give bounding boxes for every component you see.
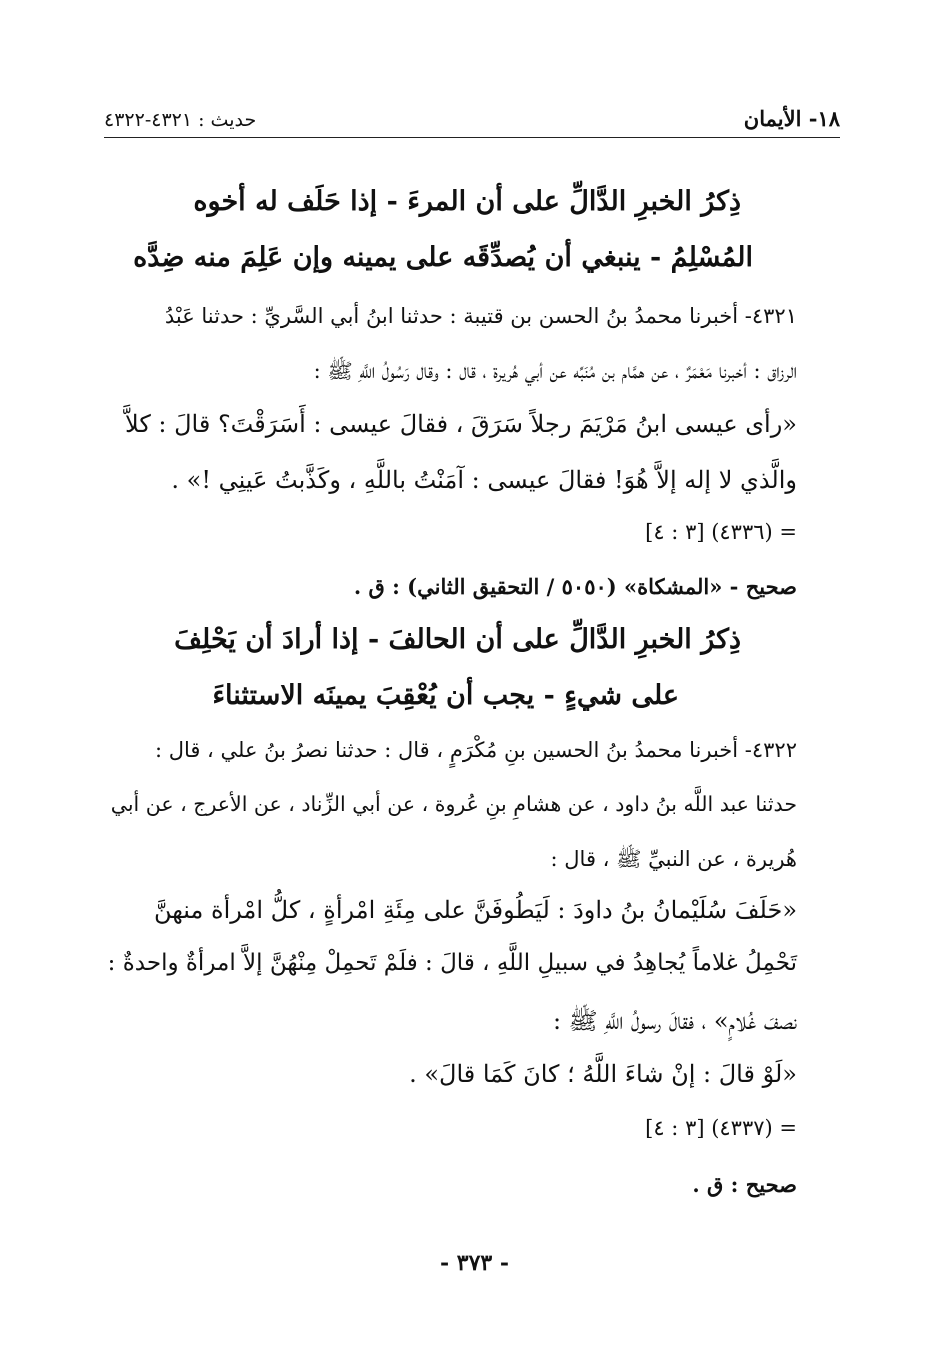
section-1-isnad-line-2: الرزاق : أخبرنا مَعْمَرٌ ، عن همَّام بن مُنَبِّه عن أبي هُريرة ، قال : وقال رَسُولُ اللَّهِ ﷺ : [313,359,797,383]
section-1-matn-line-2: والَّذي لا إله إلاَّ هُوَ! فقالَ عيسى : آمَنْتُ باللَّهِ ، وكَذَّبتُ عَينِي !» . [171,466,797,494]
hadith-range: حديث : ٤٣٢١-٤٣٢٢ [104,109,257,131]
chapter-title: ١٨- الأيمان [743,106,840,131]
section-2-matn-line-1: «حَلَفَ سُلَيْمانُ بنُ داودَ : لَيَطُوفَنَّ على مِئَةِ امْرأةٍ ، كلُّ امْرأة منهنَّ [153,896,797,924]
page-number: - ٣٧٣ - [439,1250,510,1276]
section-2-isnad-line-1: ٤٣٢٢- أخبرنا محمدُ بنُ الحسين بنِ مُكْرَمٍ ، قال : حدثنا نصرُ بنُ علي ، قال : [154,738,797,762]
section-2-grading: صحيح : ق . [692,1172,797,1197]
section-2-reference: = (٤٣٣٧) [٣ : ٤] [645,1116,797,1140]
section-1-grading: صحيح - «المشكاة» (٥٠٥٠ / التحقيق الثاني) : ق . [353,574,797,599]
running-header [104,98,840,138]
section-1-isnad-line-1: ٤٣٢١- أخبرنا محمدُ بنُ الحسن بن قتيبة : حدثنا ابنُ أبي السَّريِّ : حدثنا عَبْدُ [164,304,797,328]
section-2-heading-line-1: ذِكرُ الخبرِ الدَّالِّ على أن الحالفَ - إذا أرادَ أن يَحْلِفَ [174,624,741,655]
section-2-matn-line-2: تَحْمِلُ غلاماً يُجاهِدُ في سبيلِ اللَّهِ ، قالَ : فلَمْ تَحمِلْ مِنْهُنَّ إلاَّ امرأةٌ واحدةٌ : [107,950,797,976]
section-2-isnad-line-3: هُريرة ، عن النبيِّ ﷺ ، قال : [550,847,797,871]
section-2-matn-line-3: نصفَ غُلامٍ» ، فقالَ رسولُ اللَّهِ ﷺ : [552,1007,797,1035]
section-1-heading-line-1: ذِكرُ الخبرِ الدَّالِّ على أن المرءَ - إذا حَلَف له أخوه [193,186,741,217]
section-1-reference: = (٤٣٣٦) [٣ : ٤] [645,520,797,544]
section-2-heading-line-2: على شيءٍ - يجب أن يُعْقِبَ يمينَه الاستثناءَ [212,680,679,711]
section-1-heading-line-2: المُسْلِمُ - ينبغي أن يُصدِّقَه على يمينه وإن عَلِمَ منه ضِدَّه [133,242,753,273]
section-1-matn-line-1: «رأى عيسى ابنُ مَرْيَمَ رجلاً سَرَقَ ، فقالَ عيسى : أَسَرَقْتَ؟ قالَ : كلاَّ [125,410,797,438]
section-2-matn-line-4: «لَوْ قالَ : إنْ شاءَ اللَّهُ ؛ كانَ كَمَا قالَ» . [409,1060,797,1088]
section-2-isnad-line-2: حدثنا عبد اللَّه بنُ داود ، عن هشامِ بنِ عُروة ، عن أبي الزِّناد ، عن الأعرج ، عن أبي [110,792,797,816]
